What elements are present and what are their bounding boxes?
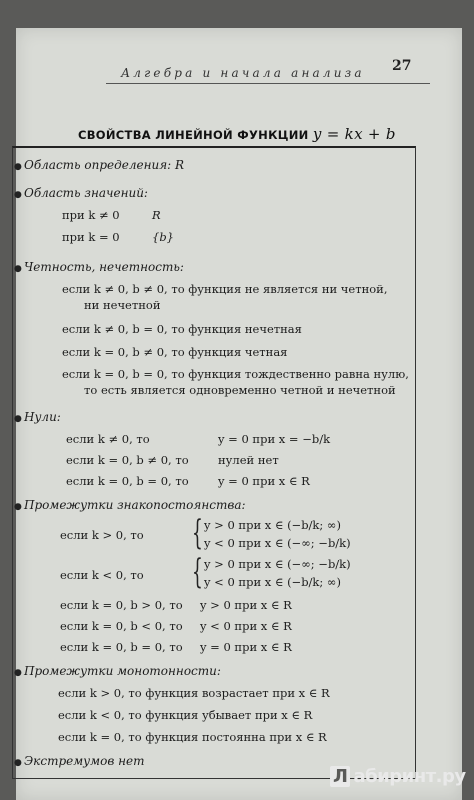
monotonic-line: если k > 0, то функция возрастает при x ∈ R: [58, 686, 330, 700]
bullet-icon: ●: [14, 758, 22, 768]
sign-cond: если k > 0, то: [60, 528, 144, 542]
sign-line: y > 0 при x ∈ (−∞; −b/k): [204, 557, 351, 571]
watermark-text: абиринт.ру: [353, 766, 466, 787]
zeros-cond: если k = 0, b = 0, то: [66, 474, 189, 488]
sign-cond: если k = 0, b > 0, то: [60, 598, 183, 612]
range-value: R: [152, 208, 161, 222]
parity-heading: Четность, нечетность:: [24, 260, 184, 274]
sign-cond: если k = 0, b < 0, то: [60, 619, 183, 633]
domain-heading: Область определения: R: [24, 158, 185, 172]
sign-line: y < 0 при x ∈ (−b/k; ∞): [204, 575, 341, 589]
bullet-icon: ●: [14, 264, 22, 274]
sign-result: y < 0 при x ∈ R: [200, 619, 292, 633]
running-header: Алгебра и начала анализа: [121, 66, 365, 80]
book-page: [16, 28, 462, 800]
sign-cond: если k = 0, b = 0, то: [60, 640, 183, 654]
sign-result: y = 0 при x ∈ R: [200, 640, 292, 654]
bullet-icon: ●: [14, 414, 22, 424]
section-title: [78, 125, 396, 143]
zeros-result: нулей нет: [218, 453, 279, 467]
bullet-icon: ●: [14, 162, 22, 172]
sign-result: y > 0 при x ∈ R: [200, 598, 292, 612]
sign-line: y > 0 при x ∈ (−b/k; ∞): [204, 518, 341, 532]
range-value: {b}: [152, 230, 174, 244]
range-heading: Область значений:: [24, 186, 148, 200]
parity-line: если k = 0, b = 0, то функция тождественно равна нулю,: [62, 367, 409, 381]
range-cond: при k ≠ 0: [62, 208, 120, 222]
page-number: 27: [392, 58, 412, 74]
parity-line: то есть является одновременно четной и нечетной: [84, 383, 396, 397]
extrema-heading: Экстремумов нет: [24, 754, 145, 768]
monotonic-heading: Промежутки монотонности:: [24, 664, 221, 678]
zeros-result: y = 0 при x ∈ R: [218, 474, 310, 488]
zeros-result: y = 0 при x = −b/k: [218, 432, 331, 446]
watermark-logo: [330, 766, 466, 787]
section-title-formula: y = kx + b: [312, 125, 396, 143]
range-cond: при k = 0: [62, 230, 120, 244]
header-rule: [106, 83, 430, 84]
brace-icon: {: [192, 552, 203, 592]
parity-line: если k = 0, b ≠ 0, то функция четная: [62, 345, 288, 359]
parity-line: если k ≠ 0, b = 0, то функция нечетная: [62, 322, 302, 336]
watermark-mark: Л: [330, 766, 350, 787]
brace-icon: {: [192, 513, 203, 553]
monotonic-line: если k = 0, то функция постоянна при x ∈ R: [58, 730, 327, 744]
zeros-heading: Нули:: [24, 410, 61, 424]
bullet-icon: ●: [14, 190, 22, 200]
sign-heading: Промежутки знакопостоянства:: [24, 498, 246, 512]
sign-cond: если k < 0, то: [60, 568, 144, 582]
zeros-cond: если k ≠ 0, то: [66, 432, 150, 446]
zeros-cond: если k = 0, b ≠ 0, то: [66, 453, 189, 467]
parity-line: ни нечетной: [84, 298, 161, 312]
bullet-icon: ●: [14, 668, 22, 678]
monotonic-line: если k < 0, то функция убывает при x ∈ R: [58, 708, 313, 722]
section-title-text: СВОЙСТВА ЛИНЕЙНОЙ ФУНКЦИИ: [78, 128, 309, 142]
parity-line: если k ≠ 0, b ≠ 0, то функция не является ни четной,: [62, 282, 388, 296]
sign-line: y < 0 при x ∈ (−∞; −b/k): [204, 536, 351, 550]
bullet-icon: ●: [14, 502, 22, 512]
